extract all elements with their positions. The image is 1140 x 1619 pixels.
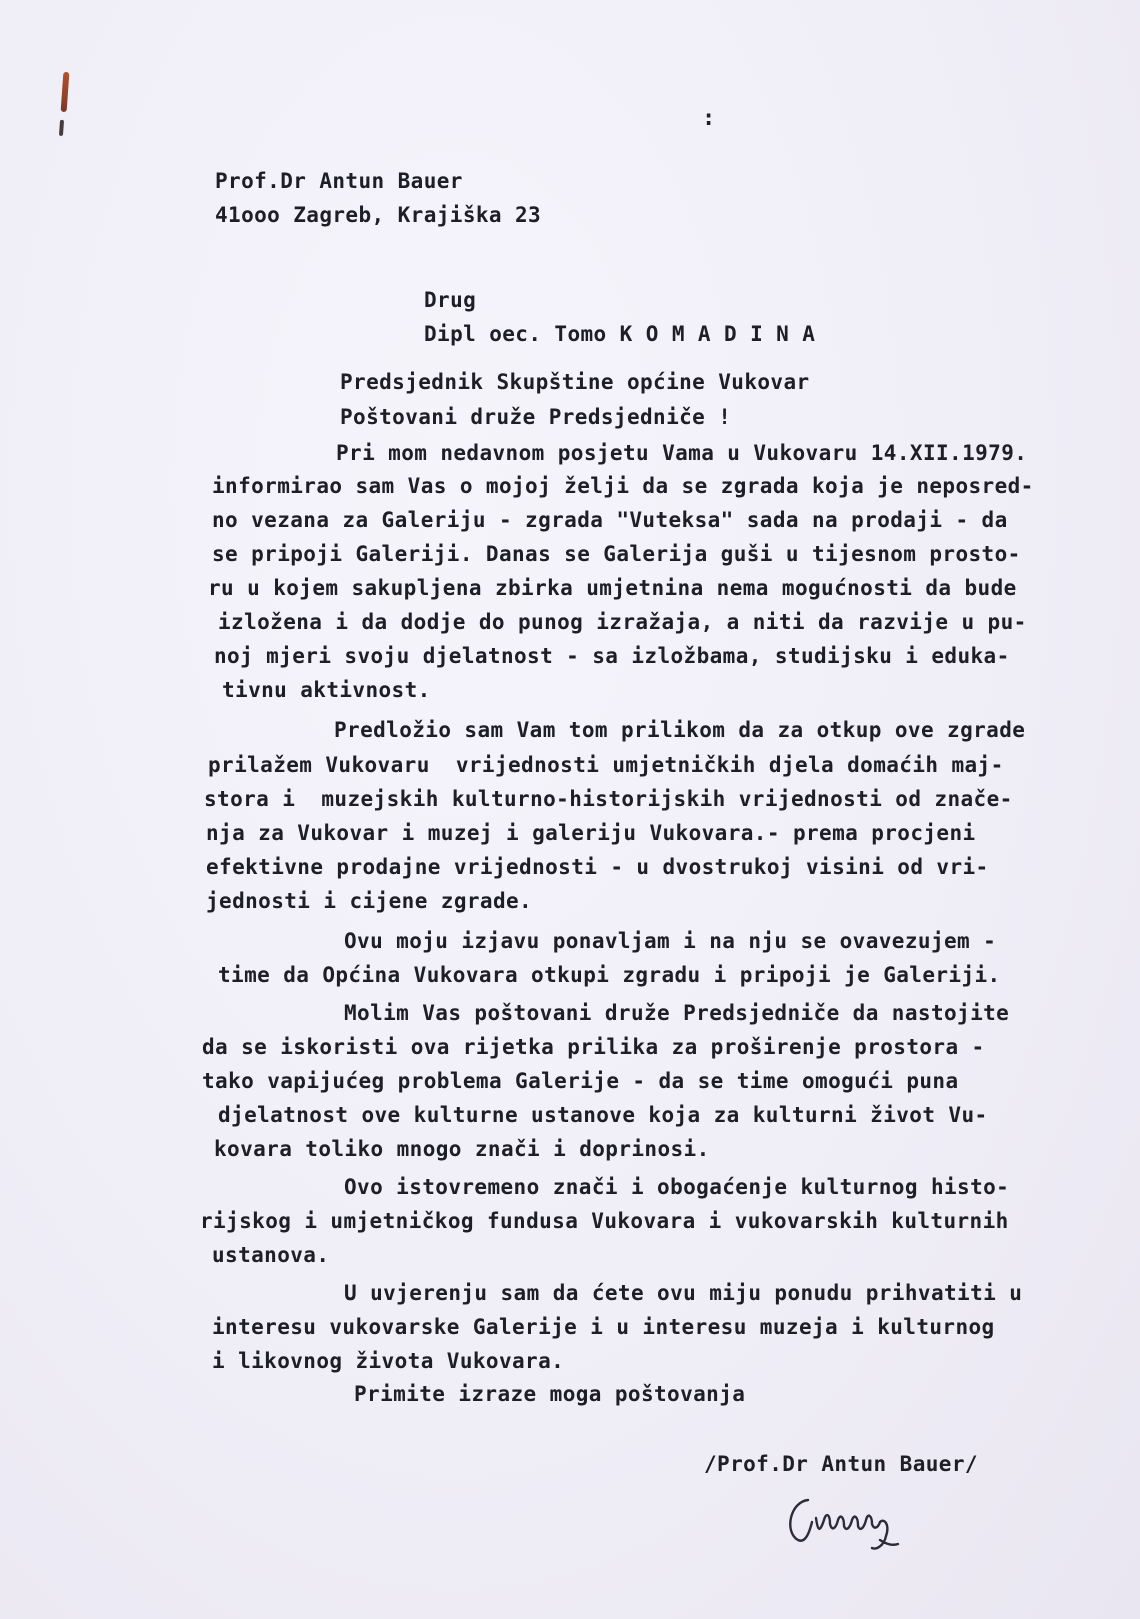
body-line: jednosti i cijene zgrade. xyxy=(206,889,533,913)
body-line: Ovu moju izjavu ponavljam i na nju se ovavezujem - xyxy=(344,929,997,953)
body-line: interesu vukovarske Galerije i u interesu muzeja i kulturnog xyxy=(212,1315,995,1339)
body-line: izložena i da dodje do punog izražaja, a niti da razvije u pu- xyxy=(218,610,1027,634)
closing: Primite izraze moga poštovanja xyxy=(354,1382,746,1406)
body-line: rijskog i umjetničkog fundusa Vukovara i vukovarskih kulturnih xyxy=(200,1209,1009,1233)
body-line: tako vapijućeg problema Galerije - da se time omogući puna xyxy=(202,1069,959,1093)
body-line: prilažem Vukovaru vrijednosti umjetničkih djela domaćih maj- xyxy=(208,753,1004,777)
handwritten-signature xyxy=(780,1488,940,1560)
body-line: informirao sam Vas o mojoj želji da se zgrada koja je neposred- xyxy=(212,474,1034,498)
recipient-salutation: Drug xyxy=(424,288,477,312)
body-line: ustanova. xyxy=(212,1243,330,1267)
body-line: kovara toliko mnogo znači i doprinosi. xyxy=(214,1137,710,1161)
body-line: tivnu aktivnost. xyxy=(222,678,431,702)
greeting: Poštovani druže Predsjedniče ! xyxy=(340,405,732,429)
body-line: Pri mom nedavnom posjetu Vama u Vukovaru 14.XII.1979. xyxy=(336,441,1028,465)
body-line: noj mjeri svoju djelatnost - sa izložbama, studijsku i eduka- xyxy=(214,644,1010,668)
body-line: Ovo istovremeno znači i obogaćenje kulturnog histo- xyxy=(344,1175,1010,1199)
body-line: djelatnost ove kulturne ustanove koja za kulturni život Vu- xyxy=(218,1103,988,1127)
body-line: time da Općina Vukovara otkupi zgradu i pripoji je Galeriji. xyxy=(218,963,1001,987)
body-line: se pripoji Galeriji. Danas se Galerija guši u tijesnom prosto- xyxy=(212,542,1021,566)
body-line: efektivne prodajne vrijednosti - u dvostrukoj visini od vri- xyxy=(206,855,989,879)
body-line: no vezana za Galeriju - zgrada "Vuteksa" sada na prodaji - da xyxy=(212,508,1008,532)
recipient-title: Predsjednik Skupštine općine Vukovar xyxy=(340,370,810,394)
body-line: U uvjerenju sam da ćete ovu miju ponudu prihvatiti u xyxy=(344,1281,1023,1305)
body-line: stora i muzejskih kulturno-historijskih vrijednosti od znače- xyxy=(204,787,1013,811)
body-line: ru u kojem sakupljena zbirka umjetnina nema mogućnosti da bude xyxy=(208,576,1017,600)
body-line: i likovnog života Vukovara. xyxy=(212,1349,565,1373)
sender-address: 41ooo Zagreb, Krajiška 23 xyxy=(215,203,542,227)
body-line: da se iskoristi ova rijetka prilika za proširenje prostora - xyxy=(202,1035,985,1059)
signature-line: /Prof.Dr Antun Bauer/ xyxy=(704,1452,978,1476)
body-line: Molim Vas poštovani druže Predsjedniče da nastojite xyxy=(344,1001,1010,1025)
ink-margin-mark xyxy=(61,72,70,112)
body-line: Predložio sam Vam tom prilikom da za otkup ove zgrade xyxy=(334,718,1026,742)
page-mark: : xyxy=(702,106,716,131)
recipient-name: Dipl oec. Tomo K O M A D I N A xyxy=(424,322,816,346)
sender-name: Prof.Dr Antun Bauer xyxy=(215,169,463,193)
body-line: nja za Vukovar i muzej i galeriju Vukovara.- prema procjeni xyxy=(206,821,976,845)
